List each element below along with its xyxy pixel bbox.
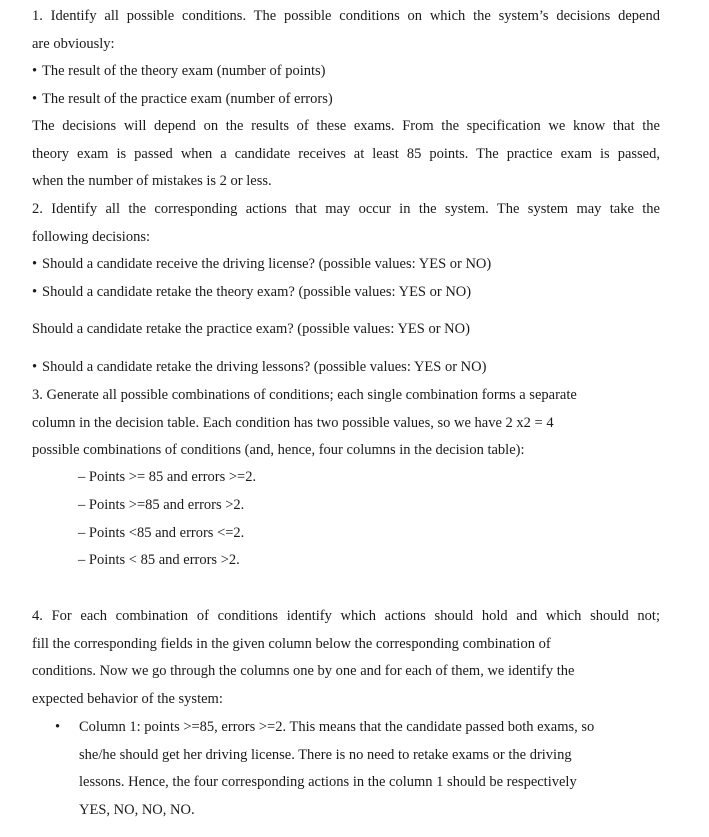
column-1-item xyxy=(32,714,660,824)
section-3-line-2: column in the decision table. Each condition has two possible values, so we have 2 x2 = 4 xyxy=(32,414,554,431)
bullet-icon: • xyxy=(55,719,61,735)
bullet-icon: • xyxy=(32,63,38,79)
action-bullet-2: • Should a candidate retake the theory exam? (possible values: YES or NO) xyxy=(32,279,660,307)
section-1-paragraph-line-1: The decisions will depend on the results of these exams. From the specification we know that the xyxy=(32,118,660,134)
section-2-heading-line-1: 2. Identify all the corresponding actions that may occur in the system. The system may take the xyxy=(32,201,660,217)
column-1-line-4: YES, NO, NO, NO. xyxy=(79,801,195,818)
column-1-line-3: lessons. Hence, the four corresponding actions in the column 1 should be respectively xyxy=(79,774,577,790)
section-3 xyxy=(32,382,660,465)
combination-list xyxy=(32,464,660,575)
condition-bullet-1: • The result of the theory exam (number of points) xyxy=(32,58,660,86)
section-1-heading-line-2: are obviously: xyxy=(32,35,115,52)
combination-item: – Points >=85 and errors >2. xyxy=(78,496,245,513)
bullet-icon: • xyxy=(32,256,38,272)
section-4 xyxy=(32,603,660,713)
section-4-line-4: expected behavior of the system: xyxy=(32,690,223,707)
section-4-line-3: conditions. Now we go through the columns one by one and for each of them, we identify the xyxy=(32,663,575,679)
condition-bullet-2: • The result of the practice exam (number of errors) xyxy=(32,86,660,114)
column-1-line-2: she/he should get her driving license. There is no need to retake exams or the driving xyxy=(79,746,572,763)
section-1-paragraph-line-2: theory exam is passed when a candidate receives at least 85 points. The practice exam is passed, xyxy=(32,145,660,162)
combination-item: – Points <85 and errors <=2. xyxy=(78,524,245,541)
action-bullet-3: • Should a candidate retake the driving lessons? (possible values: YES or NO) xyxy=(32,354,486,382)
section-2 xyxy=(32,196,660,306)
action-plain-item: Should a candidate retake the practice exam? (possible values: YES or NO) xyxy=(32,321,470,337)
section-4-line-2: fill the corresponding fields in the given column below the corresponding combination of xyxy=(32,635,551,652)
section-1-paragraph-line-3: when the number of mistakes is 2 or less. xyxy=(32,173,272,189)
section-1 xyxy=(32,3,660,196)
bullet-icon: • xyxy=(32,359,38,375)
section-1-heading-line-1: 1. Identify all possible conditions. The possible conditions on which the system’s decisions depend xyxy=(32,8,660,24)
section-3-line-3: possible combinations of conditions (and, hence, four columns in the decision table): xyxy=(32,442,525,458)
combination-item: – Points >= 85 and errors >=2. xyxy=(78,469,257,485)
combination-item: – Points < 85 and errors >2. xyxy=(78,552,240,569)
section-2-heading-line-2: following decisions: xyxy=(32,228,151,245)
column-1-line-1: Column 1: points >=85, errors >=2. This means that the candidate passed both exams, so xyxy=(79,719,595,735)
bullet-icon: • xyxy=(32,90,38,107)
section-4-line-1: 4. For each combination of conditions identify which actions should hold and which should not; xyxy=(32,608,660,624)
section-3-line-1: 3. Generate all possible combinations of conditions; each single combination forms a separate xyxy=(32,387,577,403)
action-bullet-1: • Should a candidate receive the driving license? (possible values: YES or NO) xyxy=(32,251,660,279)
bullet-icon: • xyxy=(32,283,38,300)
